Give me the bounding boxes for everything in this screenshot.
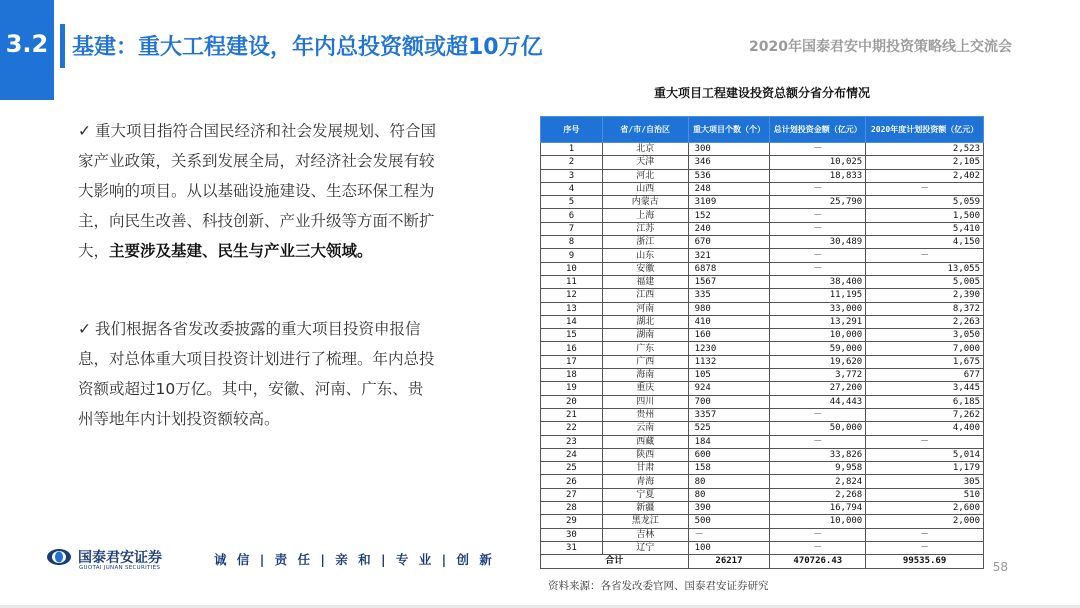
bullet-paragraph-2: [78, 314, 438, 434]
cell-total-investment: －: [770, 541, 866, 554]
total-label: 合计: [541, 555, 689, 568]
cell-province: 甘肃: [602, 462, 688, 475]
cell-province: 西藏: [602, 435, 688, 448]
cell-project-count: 1132: [688, 355, 770, 368]
table-row: [541, 408, 984, 421]
company-slogan: 诚 信 | 责 任 | 亲 和 | 专 业 | 创 新: [214, 552, 495, 567]
cell-2020-investment: 5,410: [866, 222, 984, 235]
cell-province: 江西: [602, 289, 688, 302]
table-row: [541, 369, 984, 382]
cell-2020-investment: 5,014: [866, 448, 984, 461]
cell-index: 17: [541, 355, 603, 368]
cell-project-count: 525: [688, 422, 770, 435]
cell-2020-investment: 4,150: [866, 236, 984, 249]
cell-2020-investment: 1,675: [866, 355, 984, 368]
cell-index: 4: [541, 182, 603, 195]
cell-total-investment: 13,291: [770, 315, 866, 328]
cell-province: 湖南: [602, 329, 688, 342]
cell-2020-investment: 510: [866, 488, 984, 501]
table-row: [541, 222, 984, 235]
table-row: [541, 249, 984, 262]
table-row: [541, 541, 984, 554]
paragraph-1-emphasis: 主要涉及基建、民生与产业三大领域。: [109, 242, 373, 260]
cell-2020-investment: 2,000: [866, 515, 984, 528]
cell-total-investment: －: [770, 435, 866, 448]
data-source: 资料来源：各省发改委官网、国泰君安证券研究: [548, 580, 769, 592]
cell-project-count: 6878: [688, 262, 770, 275]
cell-index: 1: [541, 143, 603, 156]
header-total-investment: 总计划投资金额（亿元）: [770, 117, 866, 143]
brand-name: 国泰君安证券: [78, 550, 162, 566]
cell-province: 宁夏: [602, 488, 688, 501]
cell-index: 14: [541, 315, 603, 328]
cell-province: 吉林: [602, 528, 688, 541]
table-row: [541, 262, 984, 275]
cell-project-count: 3357: [688, 408, 770, 421]
slide-title: 基建：重大工程建设，年内总投资额或超10万亿: [72, 35, 543, 60]
cell-total-investment: 9,958: [770, 462, 866, 475]
cell-project-count: 321: [688, 249, 770, 262]
cell-2020-investment: 1,179: [866, 462, 984, 475]
cell-2020-investment: 8,372: [866, 302, 984, 315]
table-row: [541, 528, 984, 541]
cell-index: 2: [541, 156, 603, 169]
cell-index: 27: [541, 488, 603, 501]
cell-total-investment: 30,489: [770, 236, 866, 249]
brand-name-en: GUOTAI JUNAN SECURITIES: [79, 565, 161, 571]
cell-project-count: 100: [688, 541, 770, 554]
cell-index: 16: [541, 342, 603, 355]
cell-province: 广西: [602, 355, 688, 368]
cell-province: 新疆: [602, 502, 688, 515]
cell-province: 云南: [602, 422, 688, 435]
header-project-count: 重大项目个数（个）: [688, 117, 770, 143]
cell-project-count: 924: [688, 382, 770, 395]
cell-project-count: 1567: [688, 275, 770, 288]
cell-2020-investment: －: [866, 541, 984, 554]
cell-project-count: 300: [688, 143, 770, 156]
cell-index: 9: [541, 249, 603, 262]
paragraph-1-text: 重大项目指符合国民经济和社会发展规划、符合国家产业政策，关系到发展全局，对经济社会发展有较大影响的项目。从以基础设施建设、生态环保工程为主，向民生改善、科技创新、产业升级等方面不断扩大，: [78, 122, 437, 260]
cell-index: 29: [541, 515, 603, 528]
cell-province: 辽宁: [602, 541, 688, 554]
cell-index: 31: [541, 541, 603, 554]
cell-index: 8: [541, 236, 603, 249]
cell-2020-investment: 7,000: [866, 342, 984, 355]
cell-2020-investment: 2,105: [866, 156, 984, 169]
table-row: [541, 196, 984, 209]
cell-total-investment: 10,000: [770, 515, 866, 528]
cell-total-investment: －: [770, 528, 866, 541]
cell-total-investment: －: [770, 143, 866, 156]
cell-2020-investment: 5,005: [866, 275, 984, 288]
cell-province: 上海: [602, 209, 688, 222]
cell-index: 15: [541, 329, 603, 342]
cell-index: 11: [541, 275, 603, 288]
cell-province: 河南: [602, 302, 688, 315]
cell-total-investment: 25,790: [770, 196, 866, 209]
checkmark-icon: ✓: [78, 122, 91, 140]
cell-province: 陕西: [602, 448, 688, 461]
cell-province: 北京: [602, 143, 688, 156]
cell-province: 重庆: [602, 382, 688, 395]
cell-total-investment: 44,443: [770, 395, 866, 408]
cell-project-count: 80: [688, 488, 770, 501]
table-row: [541, 329, 984, 342]
page-number: 58: [992, 560, 1008, 574]
cell-index: 5: [541, 196, 603, 209]
cell-index: 23: [541, 435, 603, 448]
cell-project-count: 160: [688, 329, 770, 342]
cell-2020-investment: 7,262: [866, 408, 984, 421]
cell-project-count: 500: [688, 515, 770, 528]
cell-province: 内蒙古: [602, 196, 688, 209]
cell-index: 22: [541, 422, 603, 435]
cell-total-investment: 16,794: [770, 502, 866, 515]
cell-total-investment: 2,824: [770, 475, 866, 488]
cell-index: 19: [541, 382, 603, 395]
company-logo-icon: [46, 548, 72, 566]
cell-project-count: 346: [688, 156, 770, 169]
cell-2020-investment: 3,050: [866, 329, 984, 342]
table-row: [541, 502, 984, 515]
cell-2020-investment: 677: [866, 369, 984, 382]
paragraph-2-text: 我们根据各省发改委披露的重大项目投资申报信息，对总体重大项目投资计划进行了梳理。年内总投资额或超过10万亿。其中，安徽、河南、广东、贵州等地年内计划投资额较高。: [78, 320, 435, 428]
cell-total-investment: －: [770, 408, 866, 421]
cell-project-count: 1230: [688, 342, 770, 355]
cell-project-count: 3109: [688, 196, 770, 209]
cell-2020-investment: 2,390: [866, 289, 984, 302]
cell-total-investment: 27,200: [770, 382, 866, 395]
investment-table-container: [540, 116, 984, 569]
cell-total-investment: 11,195: [770, 289, 866, 302]
cell-project-count: 700: [688, 395, 770, 408]
cell-total-investment: －: [770, 262, 866, 275]
cell-province: 浙江: [602, 236, 688, 249]
cell-total-investment: －: [770, 222, 866, 235]
section-number-badge: 3.2: [0, 0, 54, 100]
cell-2020-investment: 13,055: [866, 262, 984, 275]
cell-index: 28: [541, 502, 603, 515]
cell-project-count: 670: [688, 236, 770, 249]
bullet-paragraph-1: [78, 116, 438, 266]
cell-total-investment: 2,268: [770, 488, 866, 501]
cell-province: 河北: [602, 169, 688, 182]
cell-province: 山东: [602, 249, 688, 262]
cell-2020-investment: －: [866, 435, 984, 448]
cell-province: 安徽: [602, 262, 688, 275]
table-row: [541, 209, 984, 222]
cell-2020-investment: 2,600: [866, 502, 984, 515]
table-row: [541, 169, 984, 182]
cell-index: 20: [541, 395, 603, 408]
cell-province: 福建: [602, 275, 688, 288]
cell-index: 12: [541, 289, 603, 302]
cell-index: 30: [541, 528, 603, 541]
cell-index: 26: [541, 475, 603, 488]
cell-province: 黑龙江: [602, 515, 688, 528]
cell-project-count: 335: [688, 289, 770, 302]
table-row: [541, 355, 984, 368]
cell-province: 天津: [602, 156, 688, 169]
cell-province: 湖北: [602, 315, 688, 328]
table-row: [541, 382, 984, 395]
cell-2020-investment: 5,059: [866, 196, 984, 209]
cell-2020-investment: －: [866, 528, 984, 541]
table-row: [541, 315, 984, 328]
table-row: [541, 448, 984, 461]
table-row: [541, 435, 984, 448]
cell-2020-investment: 305: [866, 475, 984, 488]
investment-table: [540, 116, 984, 569]
table-row: [541, 289, 984, 302]
table-row: [541, 515, 984, 528]
cell-index: 10: [541, 262, 603, 275]
header-2020-investment: 2020年度计划投资额（亿元）: [866, 117, 984, 143]
table-row: [541, 462, 984, 475]
cell-index: 6: [541, 209, 603, 222]
cell-index: 13: [541, 302, 603, 315]
table-title: 重大项目工程建设投资总额分省分布情况: [653, 86, 870, 100]
cell-total-investment: 33,000: [770, 302, 866, 315]
cell-2020-investment: 4,400: [866, 422, 984, 435]
table-row: [541, 475, 984, 488]
table-row: [541, 182, 984, 195]
cell-2020-investment: 1,500: [866, 209, 984, 222]
cell-total-investment: 33,826: [770, 448, 866, 461]
cell-total-investment: 10,000: [770, 329, 866, 342]
cell-total-investment: 19,620: [770, 355, 866, 368]
cell-project-count: －: [688, 528, 770, 541]
cell-2020-investment: 6,185: [866, 395, 984, 408]
cell-2020-investment: 2,263: [866, 315, 984, 328]
table-total-row: [541, 555, 984, 568]
cell-province: 海南: [602, 369, 688, 382]
cell-total-investment: 3,772: [770, 369, 866, 382]
cell-project-count: 158: [688, 462, 770, 475]
cell-index: 3: [541, 169, 603, 182]
cell-project-count: 390: [688, 502, 770, 515]
cell-project-count: 240: [688, 222, 770, 235]
cell-province: 广东: [602, 342, 688, 355]
cell-province: 山西: [602, 182, 688, 195]
cell-index: 25: [541, 462, 603, 475]
cell-province: 江苏: [602, 222, 688, 235]
table-row: [541, 488, 984, 501]
cell-2020-investment: 3,445: [866, 382, 984, 395]
table-row: [541, 395, 984, 408]
total-project-count: 26217: [688, 555, 770, 568]
cell-2020-investment: －: [866, 182, 984, 195]
cell-index: 7: [541, 222, 603, 235]
cell-index: 21: [541, 408, 603, 421]
cell-total-investment: 50,000: [770, 422, 866, 435]
cell-project-count: 152: [688, 209, 770, 222]
cell-province: 四川: [602, 395, 688, 408]
cell-province: 青海: [602, 475, 688, 488]
cell-project-count: 600: [688, 448, 770, 461]
cell-total-investment: －: [770, 182, 866, 195]
table-row: [541, 143, 984, 156]
title-accent-bar: [60, 24, 65, 68]
cell-2020-investment: 2,523: [866, 143, 984, 156]
cell-2020-investment: 2,402: [866, 169, 984, 182]
table-row: [541, 422, 984, 435]
table-row: [541, 275, 984, 288]
cell-project-count: 184: [688, 435, 770, 448]
table-header-row: [541, 117, 984, 143]
cell-province: 贵州: [602, 408, 688, 421]
checkmark-icon: ✓: [78, 320, 91, 338]
cell-index: 24: [541, 448, 603, 461]
header-index: 序号: [541, 117, 603, 143]
total-investment: 470726.43: [770, 555, 866, 568]
total-2020-investment: 99535.69: [866, 555, 984, 568]
cell-total-investment: －: [770, 209, 866, 222]
cell-project-count: 105: [688, 369, 770, 382]
cell-index: 18: [541, 369, 603, 382]
cell-project-count: 410: [688, 315, 770, 328]
event-title: 2020年国泰君安中期投资策略线上交流会: [749, 39, 1012, 55]
cell-2020-investment: －: [866, 249, 984, 262]
cell-total-investment: 59,000: [770, 342, 866, 355]
cell-total-investment: 10,025: [770, 156, 866, 169]
cell-project-count: 980: [688, 302, 770, 315]
header-province: 省/市/自治区: [602, 117, 688, 143]
table-row: [541, 156, 984, 169]
cell-project-count: 80: [688, 475, 770, 488]
table-row: [541, 302, 984, 315]
table-row: [541, 342, 984, 355]
cell-total-investment: 38,400: [770, 275, 866, 288]
table-row: [541, 236, 984, 249]
cell-total-investment: －: [770, 249, 866, 262]
table-body: [541, 143, 984, 569]
cell-total-investment: 18,833: [770, 169, 866, 182]
cell-project-count: 248: [688, 182, 770, 195]
cell-project-count: 536: [688, 169, 770, 182]
